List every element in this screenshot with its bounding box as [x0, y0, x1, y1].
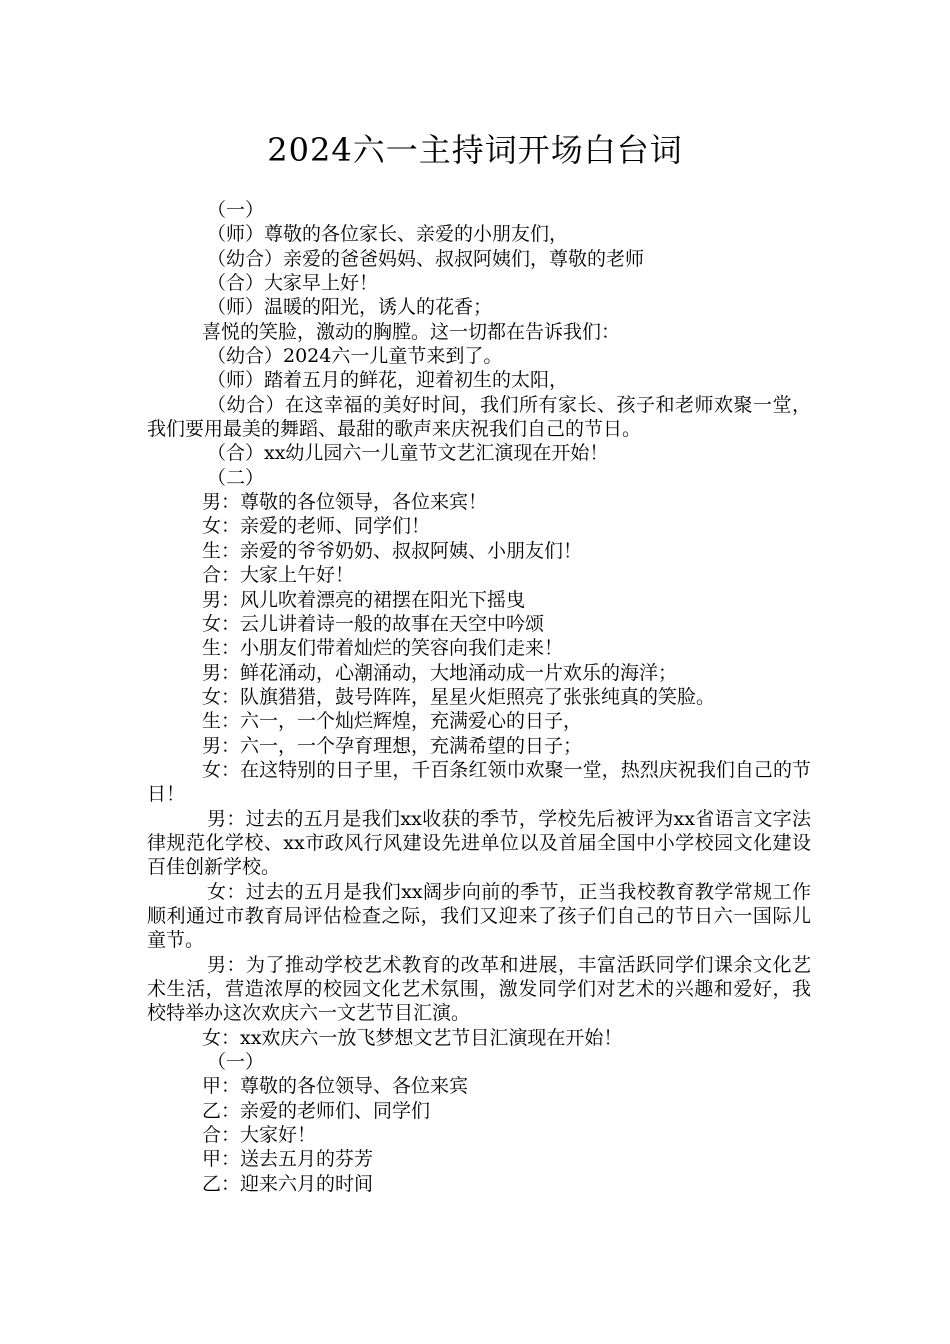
paragraph: 生：亲爱的爷爷奶奶、叔叔阿姨、小朋友们！ — [202, 539, 583, 562]
paragraph: 男：鲜花涌动，心潮涌动，大地涌动成一片欢乐的海洋； — [202, 661, 678, 684]
paragraph: 喜悦的笑脸，激动的胸膛。这一切都在告诉我们： — [202, 320, 621, 343]
paragraph: 男：为了推动学校艺术教育的改革和进展，丰富活跃同学们课余文化艺术生活，营造浓厚的校园文化艺术氛围，激发同学们对艺术的兴趣和爱好，我校特举办这次欢庆六一文艺节目汇演。 — [147, 953, 811, 1025]
paragraph: 女：队旗猎猎，鼓号阵阵，星星火炬照亮了张张纯真的笑脸。 — [202, 685, 716, 708]
paragraph: 男：风儿吹着漂亮的裙摆在阳光下摇曳 — [202, 588, 526, 611]
paragraph: （一） — [207, 1051, 265, 1074]
paragraph: 女：亲爱的老师、同学们！ — [202, 515, 431, 538]
paragraph: （一） — [207, 199, 265, 221]
paragraph: （幼合）在这幸福的美好时间，我们所有家长、孩子和老师欢聚一堂，我们要用最美的舞蹈、最甜的歌声来庆祝我们自己的节日。 — [147, 393, 811, 441]
document-body — [147, 198, 811, 1196]
paragraph: 乙：亲爱的老师们、同学们 — [202, 1099, 431, 1122]
paragraph: 甲：尊敬的各位领导、各位来宾 — [202, 1075, 469, 1098]
paragraph: （师）尊敬的各位家长、亲爱的小朋友们， — [207, 223, 569, 246]
paragraph: 男：过去的五月是我们xx收获的季节，学校先后被评为xx省语言文字法律规范化学校、xx市政风行风建设先进单位以及首届全国中小学校园文化建设百佳创新学校。 — [147, 807, 811, 879]
paragraph: 女：云儿讲着诗一般的故事在天空中吟颂 — [202, 612, 545, 635]
paragraph: （幼合）亲爱的爸爸妈妈、叔叔阿姨们，尊敬的老师 — [207, 247, 645, 270]
paragraph: （师）踏着五月的鲜花，迎着初生的太阳， — [207, 369, 569, 392]
paragraph: 甲：送去五月的芬芳 — [202, 1148, 374, 1171]
document-title: 2024六一主持词开场白台词 — [267, 131, 683, 169]
paragraph: 合：大家好！ — [202, 1124, 317, 1147]
paragraph: 男：尊敬的各位领导，各位来宾！ — [202, 491, 488, 514]
paragraph: 女：过去的五月是我们xx阔步向前的季节，正当我校教育教学常规工作顺利通过市教育局评估检查之际，我们又迎来了孩子们自己的节日六一国际儿童节。 — [147, 880, 811, 952]
paragraph: 男：六一，一个孕育理想，充满希望的日子； — [202, 734, 583, 757]
paragraph: （师）温暖的阳光，诱人的花香； — [207, 296, 493, 319]
paragraph: 生：六一，一个灿烂辉煌，充满爱心的日子， — [202, 710, 583, 733]
paragraph: 女：在这特别的日子里，千百条红领巾欢聚一堂，热烈庆祝我们自己的节日！ — [147, 758, 811, 806]
paragraph: （合）xx幼儿园六一儿童节文艺汇演现在开始！ — [207, 442, 609, 465]
paragraph: 生：小朋友们带着灿烂的笑容向我们走来！ — [202, 637, 564, 660]
paragraph: 女：xx欢庆六一放飞梦想文艺节目汇演现在开始！ — [202, 1026, 623, 1049]
paragraph: 乙：迎来六月的时间 — [202, 1172, 374, 1195]
paragraph: （幼合）2024六一儿童节来到了。 — [207, 345, 503, 368]
paragraph: 合：大家上午好！ — [202, 564, 355, 587]
paragraph: （合）大家早上好！ — [207, 272, 379, 295]
paragraph: （二） — [207, 466, 265, 489]
